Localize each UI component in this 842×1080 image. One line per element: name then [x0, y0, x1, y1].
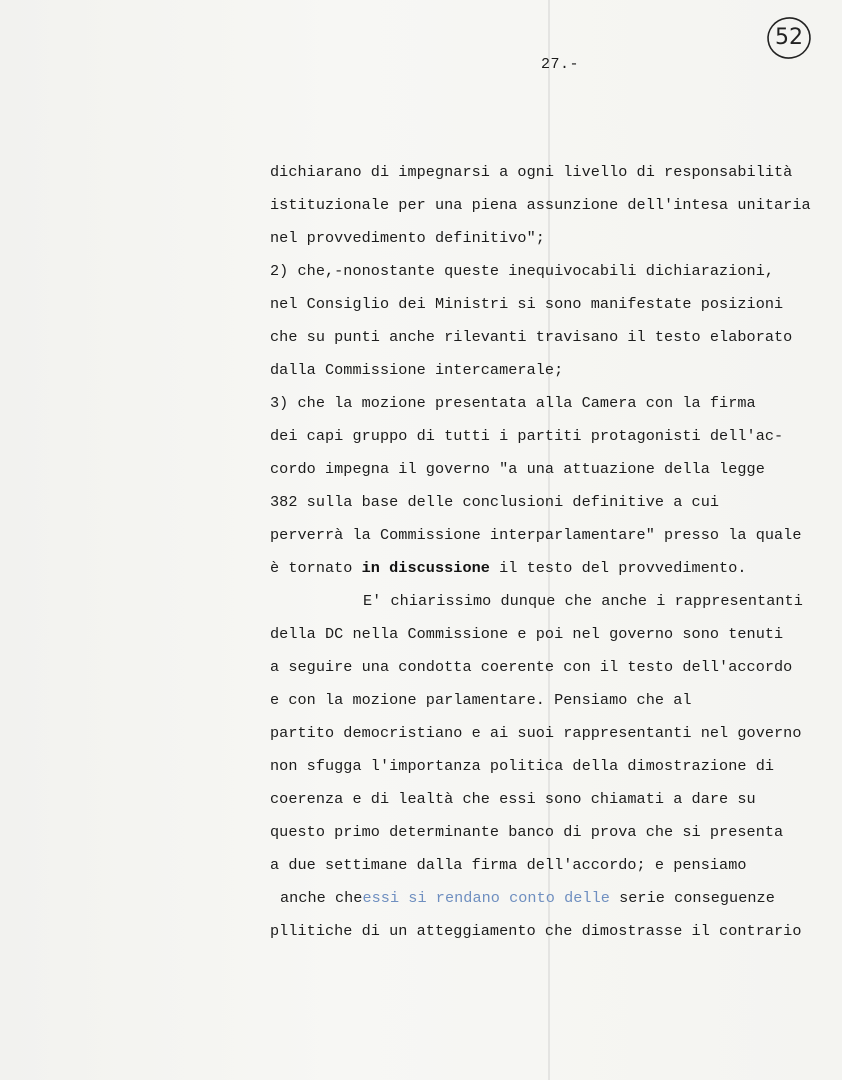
text-line-17: e con la mozione parlamentare. Pensiamo che al: [270, 691, 692, 709]
text-line-22: a due settimane dalla firma dell'accordo; e pensiamo: [270, 856, 747, 874]
text-line-2: istituzionale per una piena assunzione dell'intesa unitaria: [270, 196, 811, 214]
text-line-23: [280, 889, 775, 907]
emphasized-text: in discussione: [361, 559, 490, 577]
text-line-12: perverrà la Commissione interparlamentare" presso la quale: [270, 526, 802, 544]
text-line-19: non sfugga l'importanza politica della dimostrazione di: [270, 757, 775, 775]
text-line-21: questo primo determinante banco di prova che si presenta: [270, 823, 784, 841]
text-line-5: nel Consiglio dei Ministri si sono manifestate posizioni: [270, 295, 784, 313]
text-line-1: dichiarano di impegnarsi a ogni livello di responsabilità: [270, 163, 793, 181]
text-line-8: 3) che la mozione presentata alla Camera con la firma: [270, 394, 756, 412]
page-number: 27.-: [541, 56, 580, 73]
text-line-23-end: serie conseguenze: [619, 889, 775, 907]
text-line-3: nel provvedimento definitivo";: [270, 229, 545, 247]
text-line-24: pllitiche di un atteggiamento che dimostrasse il contrario: [270, 922, 802, 940]
text-line-23-start: anche che: [280, 889, 363, 907]
overprinted-text: essi si rendano conto delle: [362, 889, 610, 907]
archive-stamp: [764, 13, 814, 63]
text-line-16: a seguire una condotta coerente con il testo dell'accordo: [270, 658, 793, 676]
stamp-number: 52: [775, 25, 803, 50]
text-line-10: cordo impegna il governo "a una attuazione della legge: [270, 460, 765, 478]
text-line-14: E' chiarissimo dunque che anche i rappresentanti: [363, 592, 803, 610]
text-line-4: 2) che,-nonostante queste inequivocabili dichiarazioni,: [270, 262, 775, 280]
text-line-6: che su punti anche rilevanti travisano il testo elaborato: [270, 328, 793, 346]
text-line-11: 382 sulla base delle conclusioni definitive a cui: [270, 493, 720, 511]
text-line-7: dalla Commissione intercamerale;: [270, 361, 564, 379]
text-line-15: della DC nella Commissione e poi nel governo sono tenuti: [270, 625, 784, 643]
text-line-9: dei capi gruppo di tutti i partiti protagonisti dell'ac-: [270, 427, 784, 445]
text-line-20: coerenza e di lealtà che essi sono chiamati a dare su: [270, 790, 756, 808]
text-line-13: è tornato in discussione il testo del provvedimento.: [270, 559, 747, 577]
text-line-18: partito democristiano e ai suoi rappresentanti nel governo: [270, 724, 802, 742]
